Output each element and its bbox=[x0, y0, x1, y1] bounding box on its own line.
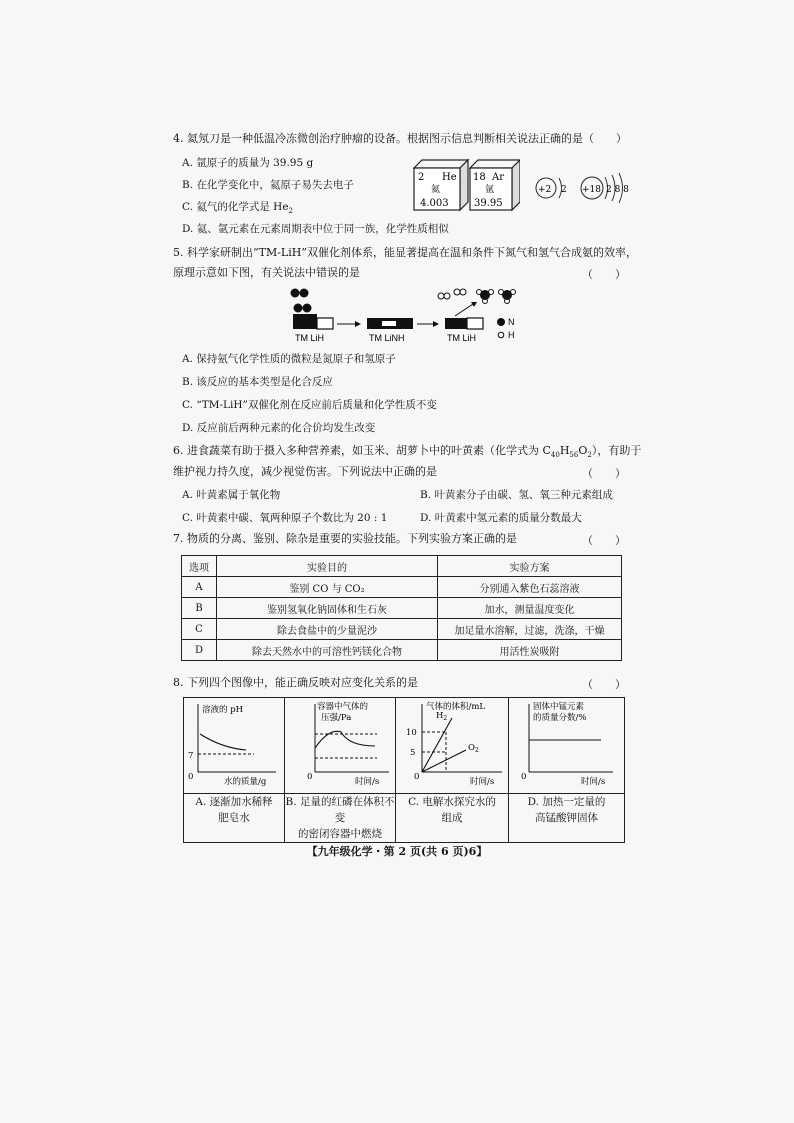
svg-text:固体中锰元素: 固体中锰元素 bbox=[533, 702, 585, 712]
table-header-row bbox=[182, 556, 622, 577]
legend bbox=[497, 317, 515, 340]
svg-text:+18: +18 bbox=[582, 185, 601, 195]
svg-text:压强/Pa: 压强/Pa bbox=[321, 713, 352, 723]
svg-text:时间/s: 时间/s bbox=[355, 777, 380, 787]
graph-b bbox=[285, 698, 396, 794]
q4-option-a: A. 氩原子的质量为 39.95 g bbox=[182, 157, 314, 169]
svg-text:+2: +2 bbox=[538, 185, 552, 195]
graph-c bbox=[396, 698, 509, 794]
q6-option-a: A. 叶黄素属于氧化物 bbox=[182, 489, 281, 501]
q6-stem-line2: 维护视力持久度，减少视觉伤害。下列说法中正确的是 bbox=[173, 465, 437, 478]
helium-cell bbox=[414, 160, 468, 210]
q4-option-d: D. 氦、氩元素在元素周期表中位于同一族，化学性质相似 bbox=[182, 223, 449, 235]
stage-3-label: TM LiH bbox=[447, 333, 476, 343]
q5-answer-paren: （ ） bbox=[582, 268, 626, 281]
svg-text:H2: $H_2$ bbox=[436, 711, 448, 722]
q7-experiment-table bbox=[181, 555, 622, 661]
q5-stem-line2: 原理示意如下图，有关说法中错误的是 bbox=[173, 266, 360, 279]
q6-option-d: D. 叶黄素中氢元素的质量分数最大 bbox=[420, 512, 582, 524]
svg-text:水的质量/g: 水的质量/g bbox=[224, 777, 267, 787]
svg-text:气体的体积/mL: 气体的体积/mL bbox=[426, 702, 486, 712]
q4-stem: 4. 氦氖刀是一种低温冷冻微创治疗肿瘤的设备。根据图示信息判断相关说法正确的是（ ） bbox=[173, 132, 627, 145]
svg-text:的质量分数/%: 的质量分数/% bbox=[533, 713, 587, 723]
header-option: 选项 bbox=[182, 556, 217, 577]
svg-text:7: 7 bbox=[188, 751, 194, 761]
he-number: 2 bbox=[418, 172, 425, 183]
stage-1-label: TM LiH bbox=[295, 333, 324, 343]
stage-2 bbox=[367, 318, 413, 343]
arrow-1 bbox=[337, 321, 361, 327]
q6-option-c: C. 叶黄素中碳、氧两种原子个数比为 20 : 1 bbox=[182, 512, 388, 524]
graph-d bbox=[509, 698, 625, 794]
q4-option-c: C. 氦气的化学式是 $He_2$ bbox=[182, 201, 294, 216]
svg-text:2: 2 bbox=[561, 185, 567, 195]
page-footer: 【九年级化学・第 2 页(共 6 页)6】 bbox=[306, 845, 488, 858]
svg-text:时间/s: 时间/s bbox=[470, 777, 495, 787]
table-row: A 鉴别 CO 与 CO₂ 分别通入紫色石蕊溶液 bbox=[182, 577, 622, 598]
table-row: D 除去天然水中的可溶性钙镁化合物 用活性炭吸附 bbox=[182, 640, 622, 661]
q7-answer-paren: （ ） bbox=[582, 534, 626, 547]
svg-text:0: 0 bbox=[414, 772, 420, 782]
caption-d: D. 加热一定量的 高锰酸钾固体 bbox=[509, 794, 625, 843]
svg-text:容器中气体的: 容器中气体的 bbox=[317, 702, 369, 712]
ar-symbol: Ar bbox=[492, 172, 505, 183]
he-mass: 4.003 bbox=[420, 198, 449, 209]
q6-option-b: B. 叶黄素分子由碳、氢、氧三种元素组成 bbox=[420, 489, 613, 501]
svg-text:10: 10 bbox=[406, 728, 417, 738]
stage-2-label: TM LiNH bbox=[369, 333, 405, 343]
svg-text:0: 0 bbox=[188, 772, 194, 782]
he-symbol: He bbox=[442, 172, 457, 183]
header-purpose: 实验目的 bbox=[217, 556, 438, 577]
q5-option-c: C. “TM-LiH”双催化剂在反应前后质量和化学性质不变 bbox=[182, 399, 437, 411]
ar-number: 18 bbox=[473, 172, 486, 183]
q5-option-d: D. 反应前后两种元素的化合价均发生改变 bbox=[182, 422, 376, 434]
ar-mass: 39.95 bbox=[474, 198, 503, 209]
q5-option-a: A. 保持氨气化学性质的微粒是氮原子和氢原子 bbox=[182, 353, 396, 365]
q5-stem-line1: 5. 科学家研制出“TM-LiH”双催化剂体系，能显著提高在温和条件下氮气和氢气合成氨的效率， bbox=[173, 246, 637, 259]
q6-answer-paren: （ ） bbox=[582, 467, 626, 480]
q6-stem-line1: 6. 进食蔬菜有助于摄入多种营养素，如玉米、胡萝卜中的叶黄素（化学式为 $C_{40}H_{56}O_2$），有助于 bbox=[173, 444, 642, 460]
he-name: 氦 bbox=[431, 185, 441, 195]
q4-option-b: B. 在化学变化中，氦原子易失去电子 bbox=[182, 179, 354, 191]
graph-a bbox=[184, 698, 285, 794]
q5-catalyst-diagram bbox=[285, 284, 525, 344]
q8-answer-paren: （ ） bbox=[582, 678, 626, 691]
stage-1 bbox=[291, 289, 334, 344]
svg-text:溶液的 pH: 溶液的 pH bbox=[202, 705, 244, 715]
helium-atom-diagram bbox=[536, 178, 567, 198]
caption-b: B. 足量的红磷在体积不变 的密闭容器中燃烧 bbox=[285, 794, 396, 843]
table-row: B 鉴别氢氧化钠固体和生石灰 加水，测量温度变化 bbox=[182, 598, 622, 619]
svg-text:5: 5 bbox=[410, 748, 416, 758]
arrow-2 bbox=[417, 321, 439, 327]
table-row: C 除去食盐中的少量泥沙 加足量水溶解，过滤，洗涤，干燥 bbox=[182, 619, 622, 640]
svg-text:时间/s: 时间/s bbox=[581, 777, 606, 787]
header-plan: 实验方案 bbox=[438, 556, 622, 577]
ar-name: 氩 bbox=[485, 185, 495, 195]
svg-text:O2: $O_2$ bbox=[468, 743, 479, 754]
element-cells bbox=[410, 156, 520, 212]
legend-n: N bbox=[508, 317, 515, 327]
svg-text:0: 0 bbox=[307, 772, 313, 782]
caption-c: C. 电解水探究水的 组成 bbox=[396, 794, 509, 843]
caption-a: A. 逐渐加水稀释 肥皂水 bbox=[184, 794, 285, 843]
q8-graphs-table bbox=[183, 697, 625, 843]
argon-atom-diagram bbox=[581, 173, 629, 203]
atom-structures bbox=[530, 172, 630, 204]
legend-h: H bbox=[508, 330, 515, 340]
q5-option-b: B. 该反应的基本类型是化合反应 bbox=[182, 376, 333, 388]
svg-text:2 8 8: 2 8 8 bbox=[606, 185, 629, 195]
q7-stem: 7. 物质的分离、鉴别、除杂是重要的实验技能。下列实验方案正确的是 bbox=[173, 532, 517, 545]
svg-text:0: 0 bbox=[521, 772, 527, 782]
q8-stem: 8. 下列四个图像中，能正确反映对应变化关系的是 bbox=[173, 676, 418, 689]
argon-cell bbox=[470, 160, 520, 210]
